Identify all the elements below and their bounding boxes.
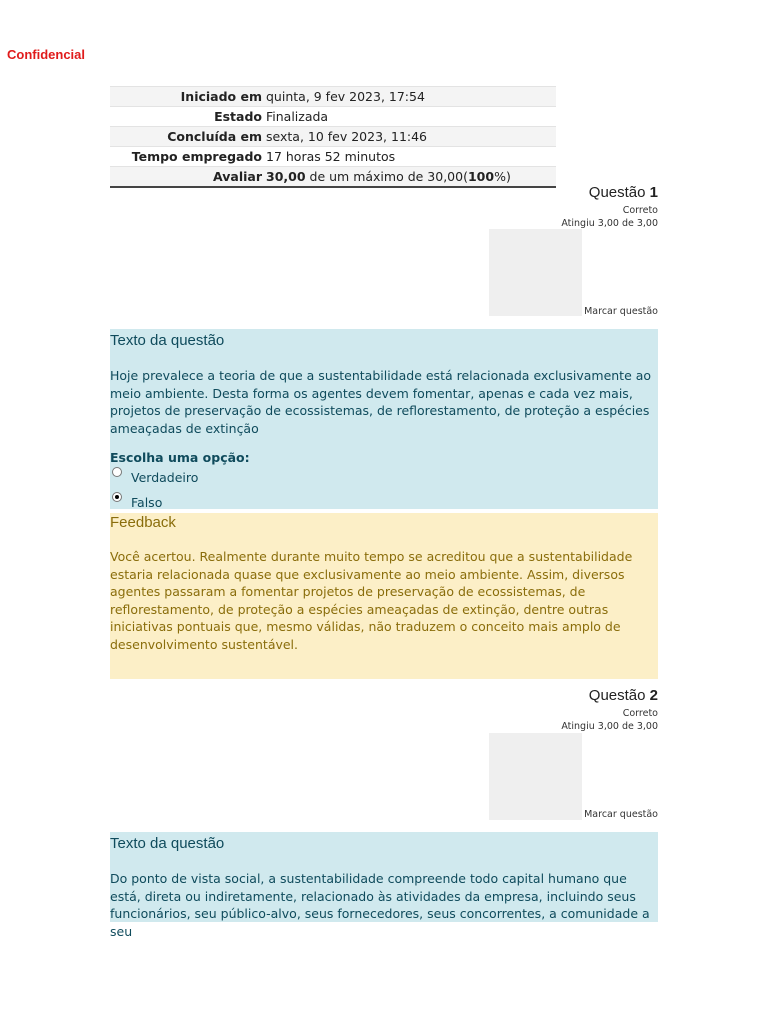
summary-label: Avaliar	[110, 167, 264, 188]
question-text: Hoje prevalece a teoria de que a sustentabilidade está relacionada exclusivamente ao meio ambiente. Desta forma os agentes devem fomentar, apenas e cada vez mais, projetos de preservação de ecossistemas, de reflorestamento, de proteção a espécies ameaçadas de extinção	[110, 368, 652, 436]
summary-label: Estado	[110, 107, 264, 127]
confidential-watermark: Confidencial	[7, 47, 86, 62]
flag-question-icon[interactable]	[489, 733, 582, 820]
grade-value	[264, 167, 556, 188]
question-number-value: 1	[649, 184, 658, 201]
grade-percent-suffix: %)	[494, 169, 511, 184]
question-prefix: Questão	[588, 184, 650, 201]
choose-option-prompt: Escolha uma opção:	[110, 450, 250, 465]
radio-button-selected[interactable]	[112, 492, 122, 502]
question-text: Do ponto de vista social, a sustentabilidade compreende todo capital humano que está, direta ou indiretamente, relacionado às atividades da empresa, incluindo seus funcionários, seu público-alvo, seus fornecedores, seus concorrentes, a comunidade a seu	[110, 871, 650, 939]
summary-label: Concluída em	[110, 127, 264, 147]
summary-row	[110, 87, 556, 107]
flag-question-link[interactable]: Marcar questão	[584, 809, 658, 820]
question-2-text-panel	[110, 832, 658, 939]
question-text-heading: Texto da questão	[110, 835, 225, 852]
option-false[interactable]	[110, 490, 658, 515]
summary-row	[110, 147, 556, 167]
question-grade: Atingiu 3,00 de 3,00	[561, 721, 658, 732]
question-number-value: 2	[649, 687, 658, 704]
option-label: Falso	[131, 495, 163, 510]
feedback-panel	[110, 513, 658, 679]
question-number	[561, 184, 658, 201]
radio-button[interactable]	[112, 467, 122, 477]
summary-label: Tempo empregado	[110, 147, 264, 167]
summary-value: 17 horas 52 minutos	[264, 147, 556, 167]
summary-row-grade	[110, 167, 556, 188]
question-grade: Atingiu 3,00 de 3,00	[561, 218, 658, 229]
flag-question-link[interactable]: Marcar questão	[584, 306, 658, 317]
summary-row	[110, 107, 556, 127]
question-status: Correto	[622, 205, 658, 216]
grade-score: 30,00	[266, 169, 306, 184]
question-number	[561, 687, 658, 704]
grade-percent: 100	[467, 169, 495, 184]
summary-value: sexta, 10 fev 2023, 11:46	[264, 127, 556, 147]
question-2-info	[561, 687, 658, 733]
feedback-text: Você acertou. Realmente durante muito tempo se acreditou que a sustentabilidade estaria relacionada quase que exclusivamente ao meio ambiente. Assim, diversos agentes passaram a fomentar projetos de preservação de ecossistemas, de reflorestamento, de proteção a espécies ameaçadas de extinção, dentre outras iniciativas pontuais que, mesmo válidas, não traduzem o conceito mais amplo de desenvolvimento sustentável.	[110, 549, 633, 652]
grade-max: de um máximo de 30,00(	[305, 169, 468, 184]
summary-row	[110, 127, 556, 147]
feedback-heading: Feedback	[110, 514, 176, 531]
summary-value: quinta, 9 fev 2023, 17:54	[264, 87, 556, 107]
summary-label: Iniciado em	[110, 87, 264, 107]
question-prefix: Questão	[588, 687, 650, 704]
question-1-text-panel	[110, 329, 658, 509]
attempt-summary-table	[110, 86, 556, 188]
summary-value: Finalizada	[264, 107, 556, 127]
option-label: Verdadeiro	[131, 470, 199, 485]
question-status: Correto	[622, 708, 658, 719]
flag-question-icon[interactable]	[489, 229, 582, 316]
question-text-heading: Texto da questão	[110, 332, 225, 349]
question-1-info	[561, 184, 658, 230]
option-true[interactable]	[110, 465, 658, 490]
